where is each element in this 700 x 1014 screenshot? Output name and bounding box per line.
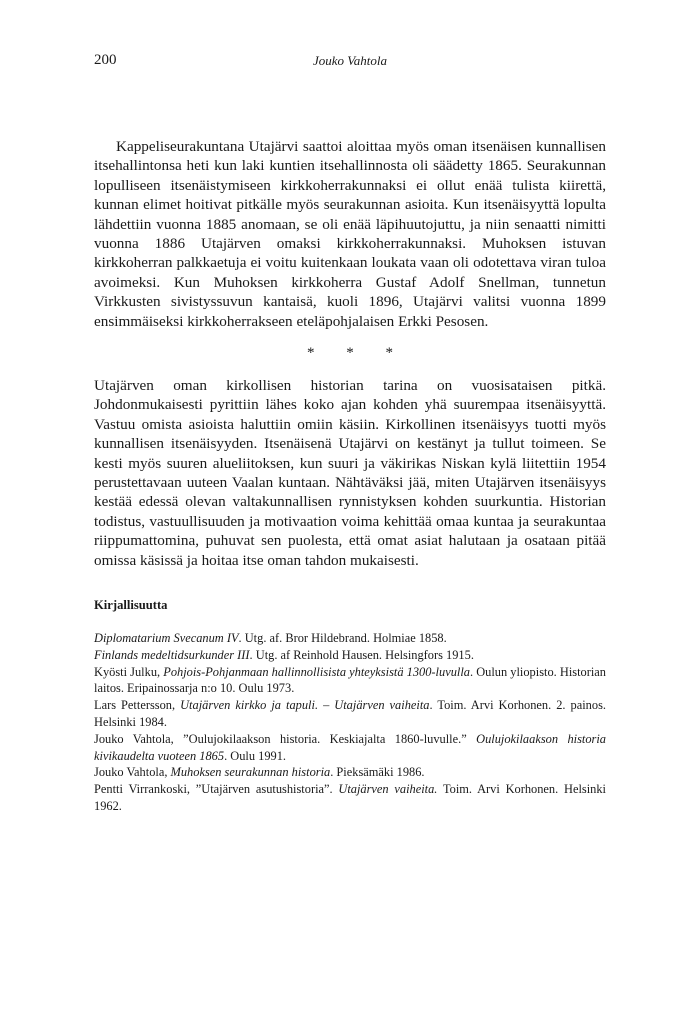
entry-author: Jouko Vahtola, ”Oulujokilaakson historia. Keskiajalta 1860-luvulle.”	[94, 731, 477, 746]
entry-title: Muhoksen seurakunnan historia	[170, 765, 331, 780]
body-paragraph: Kappeliseurakuntana Utajärvi saattoi aloittaa myös oman itsenäisen kunnallisen itsehallintonsa heti kun laki kuntien itsehallinnosta oli säädetty 1865. Seurakunnan lopulliseen itsenäistymiseen kirkkoherrakunnaksi ei ollut enää tulista kiirettä, kunnan elimet hoitivat pitkälle myös seurakunnan asioita. Kun itsenäisyyttä lopulta lähdettiin vuonna 1885 anomaan, se oli enää läpihuutojuttu, ja niin senaatti nimitti vuonna 1886 Utajärven omaksi kirkkoherrakunnaksi. Muhoksen istuvan kirkkoherran palkkaetuja ei voitu kuitenkaan loukata vaan oli odotettava viran tuloa avoimeksi. Kun Muhoksen kirkkoherra Gustaf Adolf Snellman, tunnetun Virkkusten sivistyssuvun kantaisä, kuoli 1896, Utajärvi valitsi vuonna 1899 ensimmäiseksi kirkkoherrakseen eteläpohjalaisen Erkki Pesosen.	[94, 138, 606, 330]
entry-details: . Utg. af Reinhold Hausen. Helsingfors 1915.	[249, 647, 474, 662]
body-paragraph: Utajärven oman kirkollisen historian tarina on vuosisataisen pitkä. Johdonmukaisesti pyrittiin lähes koko ajan kohden yhä suurempaa itsenäisyyttä. Vastuu omista asioista haluttiin omiin käsiin. Kirkollinen itsenäisyys tuotti myös kunnallisen itsenäisyyden. Itsenäisenä Utajärvi on kestänyt ja tullut toimeen. Se kesti myös suuren alueliitoksen, kun suuri ja väkirikas Niskan kylä liitettiin 1954 perustettavaan uuteen Vaalan kuntaan. Nähtäväksi jää, miten Utajärven itsenäisyys kestää edessä olevan valtakunnallisen rynnistyksen kohden suurkuntia. Historian todistus, vastuullisuuden ja motivaation voima kehittää omaa kuntaa ja seurakuntaa riippumattomina, puhuvat sen puolesta, että omat asiat halutaan ja osataan pitää omissa käsissä ja hoitaa itse oman tahdon mukaisesti.	[94, 377, 606, 569]
entry-details: . Oulun yliopisto. Historian laitos. Eripainossarja n:o 10. Oulu 1973.	[94, 664, 606, 696]
entry-title: Finlands medeltidsurkunder III	[94, 647, 250, 662]
entry-author: Lars Pettersson,	[94, 698, 181, 713]
bibliography-entry	[94, 630, 606, 647]
entry-details: . Utg. af. Bror Hildebrand. Holmiae 1858.	[238, 631, 447, 645]
bibliography-entry	[94, 647, 606, 664]
bibliography-entry	[94, 764, 606, 781]
entry-details: . Oulu 1991.	[224, 748, 287, 763]
section-separator: * * *	[307, 345, 407, 361]
entry-author: Pentti Virrankoski, ”Utajärven asutushistoria”.	[94, 782, 339, 797]
entry-title: Pohjois-Pohjanmaan hallinnollisista yhteyksistä 1300-luvulla	[163, 664, 470, 679]
bibliography-entry	[94, 731, 606, 765]
entry-title: Diplomatarium Svecanum IV	[94, 631, 239, 645]
entry-author: Kyösti Julku,	[94, 664, 164, 679]
entry-title: Oulujokilaakson historia kivikaudelta vuoteen 1865	[94, 731, 607, 763]
bibliography-entry	[94, 781, 606, 815]
bibliography-entry	[94, 697, 606, 731]
entry-details: Toim. Arvi Korhonen. Helsinki 1962.	[94, 782, 606, 813]
running-head: Jouko Vahtola	[312, 53, 387, 68]
entry-details: . Toim. Arvi Korhonen. 2. painos. Helsinki 1984.	[94, 698, 606, 729]
bibliography-list	[94, 630, 606, 815]
page-number: 200	[94, 52, 117, 68]
page-header	[94, 52, 606, 72]
bibliography-entry	[94, 664, 606, 698]
entry-author: Jouko Vahtola,	[94, 765, 171, 780]
bibliography-heading: Kirjallisuutta	[94, 598, 168, 612]
entry-details: . Pieksämäki 1986.	[330, 765, 425, 780]
entry-title: Utajärven kirkko ja tapuli. – Utajärven vaiheita	[180, 698, 430, 713]
entry-title: Utajärven vaiheita.	[338, 782, 438, 797]
